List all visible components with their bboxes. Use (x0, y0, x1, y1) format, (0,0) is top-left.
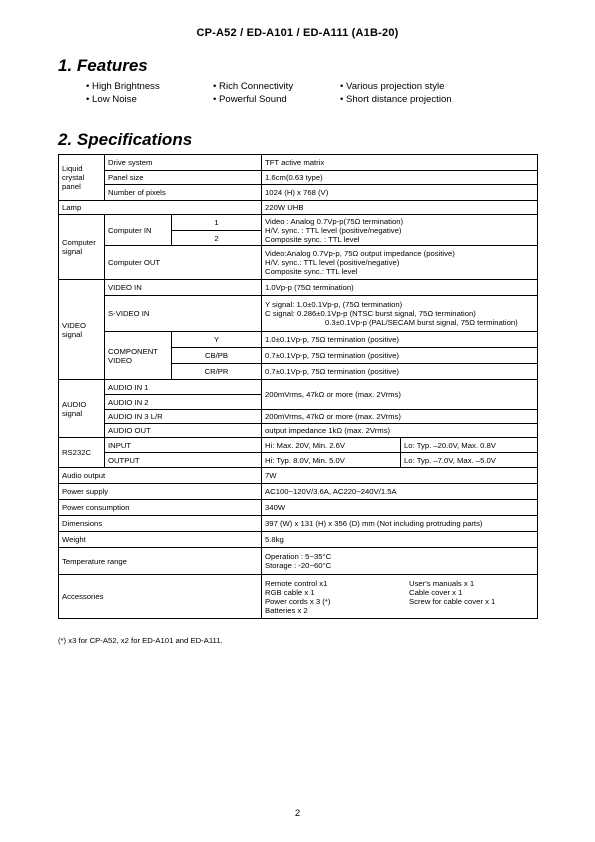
cell: CB/PB (172, 348, 262, 364)
feature-item: • Various projection style (340, 81, 445, 92)
cell: Lo: Typ. –20.0V, Max. 0.8V (401, 438, 538, 453)
features-column-2 (213, 80, 293, 106)
table-row (59, 438, 538, 453)
cell-line: Composite sync. : TTL level (265, 234, 360, 244)
cell: 397 (W) x 131 (H) x 356 (D) mm (Not including protruding parts) (262, 516, 538, 532)
accessory-item: Cable cover x 1 (409, 587, 463, 597)
cell: 1.6cm(0.63 type) (262, 171, 538, 185)
cell: 0.7±0.1Vp-p, 75Ω termination (positive) (262, 348, 538, 364)
table-row (59, 410, 538, 424)
table-row (59, 500, 538, 516)
cell: AUDIO IN 2 (105, 395, 262, 410)
page-number: 2 (294, 808, 301, 819)
cell: Computer OUT (105, 246, 262, 280)
cell: 200mVrms, 47kΩ or more (max. 2Vrms) (262, 380, 538, 410)
cell: output impedance 1kΩ (max. 2Vrms) (262, 424, 538, 438)
cell: 1.0±0.1Vp-p, 75Ω termination (positive) (262, 332, 538, 348)
row-label: Liquid crystal panel (59, 155, 105, 201)
feature-item: • Powerful Sound (213, 94, 287, 105)
cell-line: Storage : -20~60°C (265, 561, 332, 570)
cell (262, 246, 538, 280)
cell: AUDIO IN 3 L/R (105, 410, 262, 424)
cell: S-VIDEO IN (105, 296, 262, 332)
features-heading: 1. Features (58, 56, 148, 75)
table-row (59, 246, 538, 280)
cell: 220W UHB (262, 201, 538, 215)
table-row (59, 424, 538, 438)
cell-line: H/V. sync.: TTL level (positive/negative) (265, 258, 400, 267)
table-row (59, 171, 538, 185)
feature-item: • High Brightness (86, 81, 160, 92)
accessory-item: Batteries x 2 (265, 605, 308, 615)
document-header: CP-A52 / ED-A101 / ED-A111 (A1B-20) (196, 27, 399, 39)
accessories-list (265, 579, 534, 615)
cell: AC100~120V/3.6A, AC220~240V/1.5A (262, 484, 538, 500)
cell: OUTPUT (105, 453, 262, 468)
accessory-item: RGB cable x 1 (265, 587, 315, 597)
cell (262, 296, 538, 332)
table-row (59, 280, 538, 296)
row-label: Temperature range (59, 548, 262, 575)
cell: CR/PR (172, 364, 262, 380)
table-row (59, 380, 538, 395)
specifications-heading: 2. Specifications (58, 130, 193, 149)
cell-line: C signal: 0.286±0.1Vp-p (NTSC burst signal, 75Ω termination) (265, 309, 476, 318)
row-label: Weight (59, 532, 262, 548)
cell: TFT active matrix (262, 155, 538, 171)
row-label: VIDEO signal (59, 280, 105, 380)
accessory-item: Screw for cable cover x 1 (409, 596, 496, 606)
features-column-3 (340, 80, 452, 106)
cell: Panel size (105, 171, 262, 185)
cell: Number of pixels (105, 185, 262, 201)
accessories-column (265, 579, 409, 615)
cell: Hi: Typ. 8.0V, Min. 5.0V (262, 453, 401, 468)
table-row (59, 296, 538, 332)
cell: Y (172, 332, 262, 348)
cell: Lo: Typ. –7.0V, Max. –5.0V (401, 453, 538, 468)
cell: 1024 (H) x 768 (V) (262, 185, 538, 201)
cell: 1.0Vp-p (75Ω termination) (262, 280, 538, 296)
row-label: Audio output (59, 468, 262, 484)
table-row (59, 468, 538, 484)
cell-line: Video:Analog 0.7Vp-p, 75Ω output impedance (positive) (265, 249, 455, 258)
specifications-table (58, 154, 538, 619)
table-row (59, 155, 538, 171)
table-row (59, 332, 538, 348)
table-row (59, 201, 538, 215)
feature-item: • Rich Connectivity (213, 81, 294, 92)
cell (262, 548, 538, 575)
features-column-1 (86, 80, 160, 106)
row-label: Accessories (59, 575, 262, 619)
table-row (59, 575, 538, 619)
table-row (59, 532, 538, 548)
cell-line: 0.3±0.1Vp-p (PAL/SECAM burst signal, 75Ω termination) (325, 318, 518, 327)
cell-line: Video : Analog 0.7Vp-p(75Ω termination) (265, 216, 404, 226)
cell: AUDIO IN 1 (105, 380, 262, 395)
cell: 200mVrms, 47kΩ or more (max. 2Vrms) (262, 410, 538, 424)
cell: 340W (262, 500, 538, 516)
cell: Computer IN (105, 215, 172, 246)
cell: Hi: Max. 20V, Min. 2.6V (262, 438, 401, 453)
table-row (59, 215, 538, 231)
cell: COMPONENT VIDEO (105, 332, 172, 380)
cell: VIDEO IN (105, 280, 262, 296)
feature-item: • Short distance projection (340, 94, 452, 105)
cell: AUDIO OUT (105, 424, 262, 438)
accessory-item: Power cords x 3 (*) (265, 596, 331, 606)
row-label: Lamp (59, 201, 262, 215)
table-row (59, 548, 538, 575)
row-label: RS232C (59, 438, 105, 468)
cell: INPUT (105, 438, 262, 453)
cell-line: Operation : 5~35°C (265, 552, 332, 561)
cell-line: H/V. sync. : TTL level (positive/negative) (265, 225, 402, 235)
cell: 0.7±0.1Vp-p, 75Ω termination (positive) (262, 364, 538, 380)
cell (262, 215, 538, 246)
feature-item: • Low Noise (86, 94, 137, 105)
table-row (59, 516, 538, 532)
table-row (59, 484, 538, 500)
cell: Drive system (105, 155, 262, 171)
cell-line: Y signal: 1.0±0.1Vp-p, (75Ω termination) (265, 300, 403, 309)
cell-line: Composite sync.: TTL level (265, 267, 358, 276)
cell: 5.8kg (262, 532, 538, 548)
accessory-item: User's manuals x 1 (409, 578, 475, 588)
table-row (59, 453, 538, 468)
row-label: Computer signal (59, 215, 105, 280)
table-row (59, 185, 538, 201)
footnote: (*) x3 for CP-A52, x2 for ED-A101 and ED-A111. (58, 636, 223, 645)
row-label: AUDIO signal (59, 380, 105, 438)
cell: 2 (172, 231, 262, 246)
row-label: Dimensions (59, 516, 262, 532)
cell (262, 575, 538, 619)
cell: 1 (172, 215, 262, 231)
cell: 7W (262, 468, 538, 484)
row-label: Power consumption (59, 500, 262, 516)
accessories-column (409, 579, 495, 615)
row-label: Power supply (59, 484, 262, 500)
accessory-item: Remote control x1 (265, 578, 328, 588)
